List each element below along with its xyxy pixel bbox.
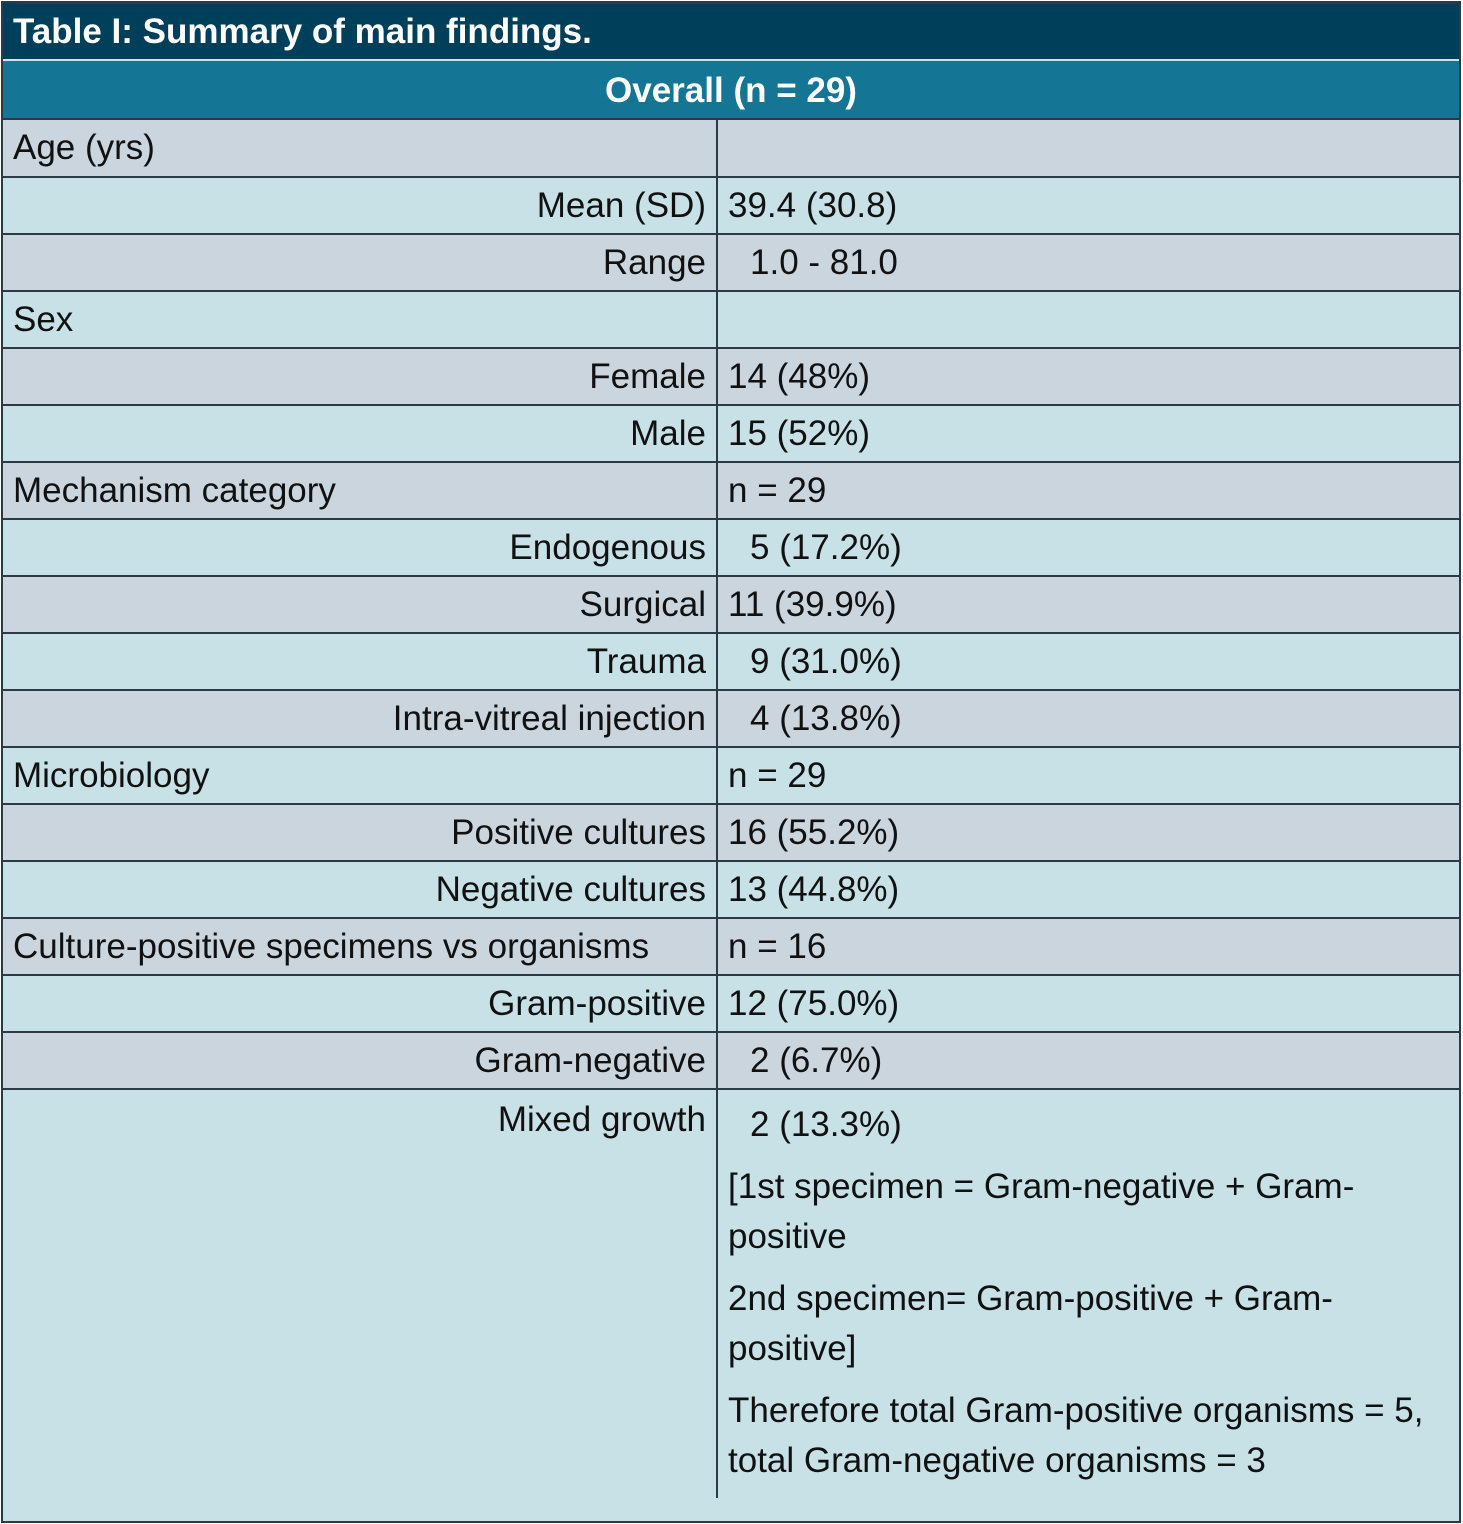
row-value: 39.4 (30.8) xyxy=(717,177,1459,234)
row-value: 4 (13.8%) xyxy=(717,690,1459,747)
table-row xyxy=(3,348,1459,405)
mixed-growth-notes xyxy=(728,1090,1449,1486)
row-label: Endogenous xyxy=(3,519,717,576)
overall-header: Overall (n = 29) xyxy=(3,61,1459,120)
row-label: Microbiology xyxy=(3,747,717,804)
row-label: Mean (SD) xyxy=(3,177,717,234)
table-row xyxy=(3,405,1459,462)
row-label: Range xyxy=(3,234,717,291)
table-row xyxy=(3,861,1459,918)
row-value: 9 (31.0%) xyxy=(717,633,1459,690)
table-row xyxy=(3,975,1459,1032)
table-row xyxy=(3,576,1459,633)
row-label: Negative cultures xyxy=(3,861,717,918)
row-value: n = 29 xyxy=(717,462,1459,519)
table-row xyxy=(3,1032,1459,1089)
table-row xyxy=(3,462,1459,519)
table-row xyxy=(3,177,1459,234)
row-label: Sex xyxy=(3,291,717,348)
row-value: 16 (55.2%) xyxy=(717,804,1459,861)
specimen-note-2: 2nd specimen= Gram-positive + Gram-positive] xyxy=(728,1279,1333,1368)
row-value: 1.0 - 81.0 xyxy=(717,234,1459,291)
table-title: Table I: Summary of main findings. xyxy=(3,3,1459,61)
table-row xyxy=(3,519,1459,576)
row-label: Age (yrs) xyxy=(3,120,717,177)
row-label: Mechanism category xyxy=(3,462,717,519)
table-row xyxy=(3,690,1459,747)
organism-total-note: Therefore total Gram-positive organisms = 5, total Gram-negative organisms = 3 xyxy=(728,1391,1424,1480)
row-label: Trauma xyxy=(3,633,717,690)
specimen-note-1: [1st specimen = Gram-negative + Gram-positive xyxy=(728,1167,1355,1256)
row-label: Intra-vitreal injection xyxy=(3,690,717,747)
row-label: Positive cultures xyxy=(3,804,717,861)
row-value-notes xyxy=(717,1089,1459,1498)
row-value: 12 (75.0%) xyxy=(717,975,1459,1032)
row-value: 14 (48%) xyxy=(717,348,1459,405)
table-row xyxy=(3,918,1459,975)
row-value: 2 (6.7%) xyxy=(717,1032,1459,1089)
row-value: 11 (39.9%) xyxy=(717,576,1459,633)
row-label: Culture-positive specimens vs organisms xyxy=(3,918,717,975)
row-label: Mixed growth xyxy=(3,1089,717,1498)
table-row xyxy=(3,747,1459,804)
row-label: Surgical xyxy=(3,576,717,633)
row-value: 5 (17.2%) xyxy=(717,519,1459,576)
row-value xyxy=(717,291,1459,348)
row-label: Female xyxy=(3,348,717,405)
table-row xyxy=(3,234,1459,291)
row-value: 13 (44.8%) xyxy=(717,861,1459,918)
table-row xyxy=(3,633,1459,690)
table-row xyxy=(3,804,1459,861)
table-row xyxy=(3,291,1459,348)
row-value xyxy=(717,120,1459,177)
table-row-mixed-growth xyxy=(3,1089,1459,1498)
row-label: Gram-negative xyxy=(3,1032,717,1089)
row-label: Male xyxy=(3,405,717,462)
mixed-growth-value: 2 (13.3%) xyxy=(750,1105,902,1144)
findings-table xyxy=(1,1,1461,1523)
row-value: 15 (52%) xyxy=(717,405,1459,462)
row-label: Gram-positive xyxy=(3,975,717,1032)
table-row xyxy=(3,120,1459,177)
row-value: n = 16 xyxy=(717,918,1459,975)
row-value: n = 29 xyxy=(717,747,1459,804)
findings-grid xyxy=(3,120,1459,1498)
